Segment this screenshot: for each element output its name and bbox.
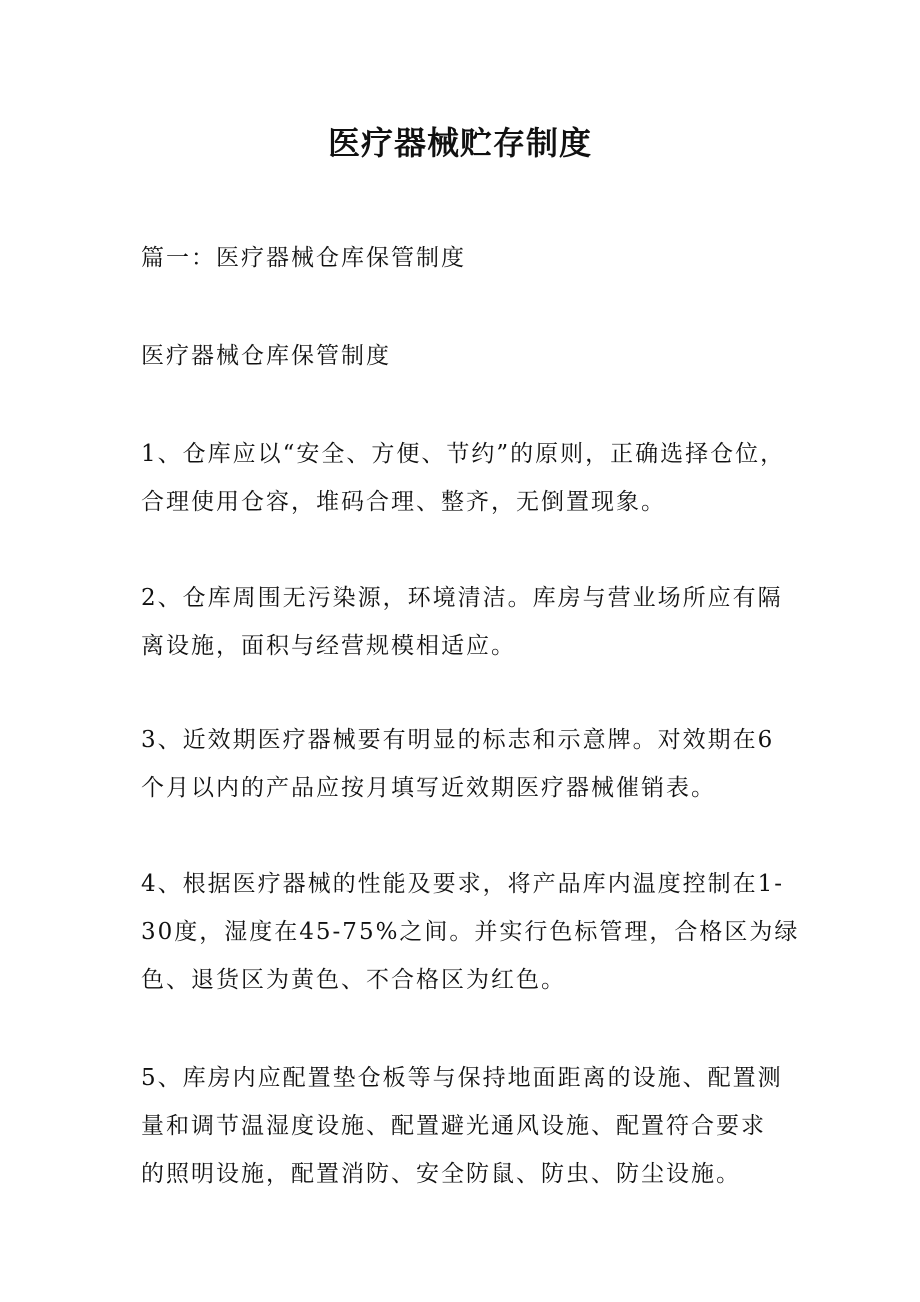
paragraph-1: [141, 430, 791, 526]
paragraph-line: 合理使用仓容，堆码合理、整齐，无倒置现象。: [141, 489, 666, 515]
paragraph-line: 2、仓库周围无污染源，环境清洁。库房与营业场所应有隔: [141, 585, 783, 611]
document-title: 医疗器械贮存制度: [327, 124, 592, 162]
paragraph-line: 30度，湿度在45-75%之间。并实行色标管理，合格区为绿: [141, 919, 800, 945]
paragraph-line: 5、库房内应配置垫仓板等与保持地面距离的设施、配置测: [141, 1065, 783, 1091]
paragraph-line: 色、退货区为黄色、不合格区为红色。: [141, 967, 566, 993]
paragraph-line: 量和调节温湿度设施、配置避光通风设施、配置符合要求: [141, 1113, 766, 1139]
paragraph-line: 的照明设施，配置消防、安全防鼠、防虫、防尘设施。: [141, 1161, 741, 1187]
section-subheading: 医疗器械仓库保管制度: [141, 343, 391, 369]
paragraph-line: 3、近效期医疗器械要有明显的标志和示意牌。对效期在6: [141, 727, 775, 753]
paragraph-line: 4、根据医疗器械的性能及要求，将产品库内温度控制在1-: [141, 871, 785, 897]
paragraph-line: 离设施，面积与经营规模相适应。: [141, 633, 516, 659]
paragraph-5: [141, 1054, 791, 1198]
chapter-heading: 篇一：医疗器械仓库保管制度: [141, 245, 466, 271]
paragraph-2: [141, 574, 791, 670]
paragraph-line: 1、仓库应以“安全、方便、节约”的原则，正确选择仓位，: [141, 441, 786, 467]
paragraph-4: [141, 860, 800, 1004]
paragraph-3: [141, 716, 791, 812]
paragraph-line: 个月以内的产品应按月填写近效期医疗器械催销表。: [141, 775, 716, 801]
